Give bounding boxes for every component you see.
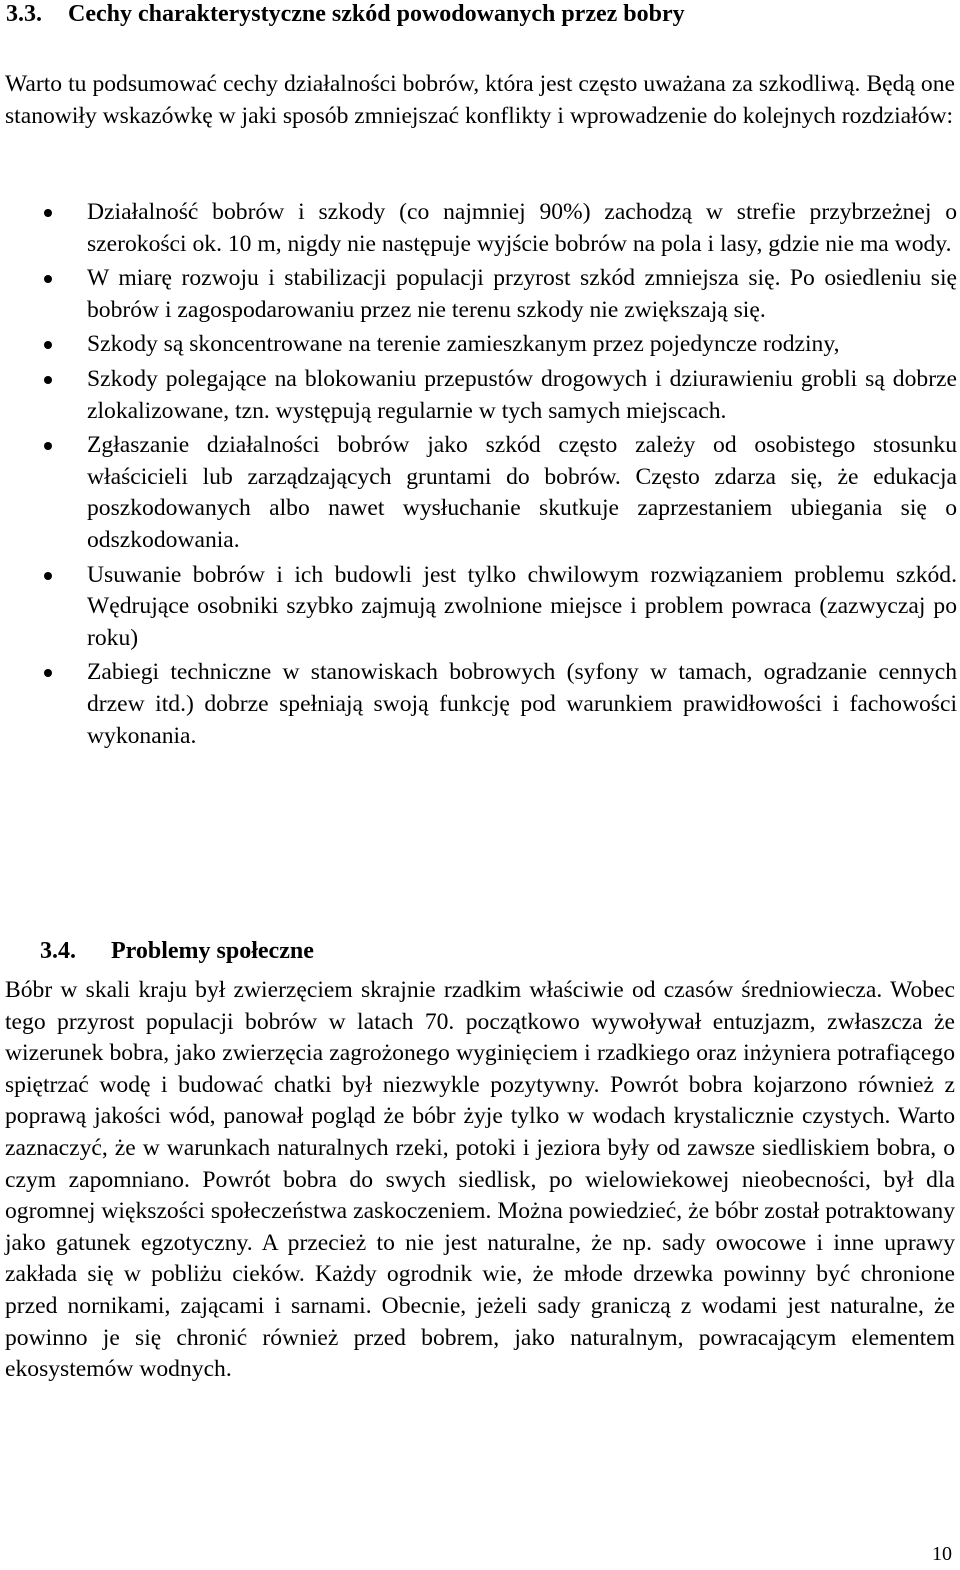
section-number: 3.3. xyxy=(6,1,42,27)
bullet-icon xyxy=(44,376,52,384)
damage-characteristics-list xyxy=(0,197,957,755)
intro-paragraph: Warto tu podsumować cechy działalności bobrów, która jest często uważana za szkodliwą. Będą one stanowiły wskazówkę w jaki sposób zmniejszać konflikty i wprowadzenie do kolejnych rozdziałów: xyxy=(5,71,955,129)
list-item xyxy=(0,263,957,326)
list-item xyxy=(0,560,957,655)
list-item-text: Usuwanie bobrów i ich budowli jest tylko chwilowym rozwiązaniem problemu szkód. Wędrujące osobniki szybko zajmują zwolnione miejsce i problem powraca (zazwyczaj po roku) xyxy=(87,561,957,651)
section-number: 3.4. xyxy=(40,938,76,964)
bullet-icon xyxy=(44,275,52,283)
section-title: Cechy charakterystyczne szkód powodowanych przez bobry xyxy=(68,1,685,27)
list-item xyxy=(0,657,957,752)
page-number: 10 xyxy=(932,1543,952,1565)
list-item xyxy=(0,430,957,556)
bullet-icon xyxy=(44,341,52,349)
bullet-icon xyxy=(44,572,52,580)
bullet-icon xyxy=(44,669,52,677)
section-title: Problemy społeczne xyxy=(111,938,314,964)
list-item-text: W miarę rozwoju i stabilizacji populacji przyrost szkód zmniejsza się. Po osiedleniu się bobrów i zagospodarowaniu przez nie terenu szkody nie zwiększają się. xyxy=(87,265,957,323)
list-item-text: Zgłaszanie działalności bobrów jako szkód często zależy od osobistego stosunku właścicieli lub zarządzających gruntami do bobrów. Często zdarza się, że edukacja poszkodowanych albo nawet wysłuchanie skutkuje zaprzestaniem ubiegania się o odszkodowania. xyxy=(87,432,957,553)
list-item-text: Zabiegi techniczne w stanowiskach bobrowych (syfony w tamach, ogradzanie cennych drzew itd.) dobrze spełniają swoją funkcję pod warunkiem prawidłowości i fachowości wykonania. xyxy=(87,659,957,749)
list-item-text: Szkody polegające na blokowaniu przepustów drogowych i dziurawieniu grobli są dobrze zlokalizowane, tzn. występują regularnie w tych samych miejscach. xyxy=(87,365,957,424)
section-heading-3-4 xyxy=(40,937,314,965)
section-heading-3-3 xyxy=(6,0,685,28)
list-item xyxy=(0,197,957,260)
list-item-text: Szkody są skoncentrowane na terenie zamieszkanym przez pojedyncze rodziny, xyxy=(87,331,840,358)
list-item-text: Działalność bobrów i szkody (co najmniej 90%) zachodzą w strefie przybrzeżnej o szerokości ok. 10 m, nigdy nie następuje wyjście bobrów na pola i lasy, gdzie nie ma wody. xyxy=(87,199,957,257)
bullet-icon xyxy=(44,209,52,217)
list-item xyxy=(0,329,957,361)
social-problems-paragraph: Bóbr w skali kraju był zwierzęciem skrajnie rzadkim właściwie od czasów średniowiecza. Wobec tego przyrost populacji bobrów w latach 70. początkowo wywoływał entuzjazm, zwłaszcza że wizerunek bobra, jako zwierzęcia zagrożonego wyginięciem i rzadkiego oraz inżyniera potrafiącego spiętrzać wodę i budować chatki był niezwykle pozytywny. Powrót bobra kojarzono również z poprawą jakości wód, panował pogląd że bóbr żyje tylko w wodach krystalicznie czystych. Warto zaznaczyć, że w warunkach naturalnych rzeki, potoki i jeziora były od zawsze siedliskiem bobra, o czym zapomniano. Powrót bobra do swych siedlisk, po wielowiekowej nieobecności, był dla ogromnej większości społeczeństwa zaskoczeniem. Można powiedzieć, że bóbr został potraktowany jako gatunek egzotyczny. A przecież to nie jest naturalne, że np. sady owocowe i inne uprawy zakłada się w pobliżu cieków. Każdy ogrodnik wie, że młode drzewka powinny być chronione przed nornikami, zającami i sarnami. Obecnie, jeżeli sady graniczą z wodami jest naturalne, że powinno je się chronić również przed bobrem, jako naturalnym, powracającym elementem ekosystemów wodnych. xyxy=(5,977,955,1383)
list-item xyxy=(0,364,957,427)
bullet-icon xyxy=(44,442,52,450)
